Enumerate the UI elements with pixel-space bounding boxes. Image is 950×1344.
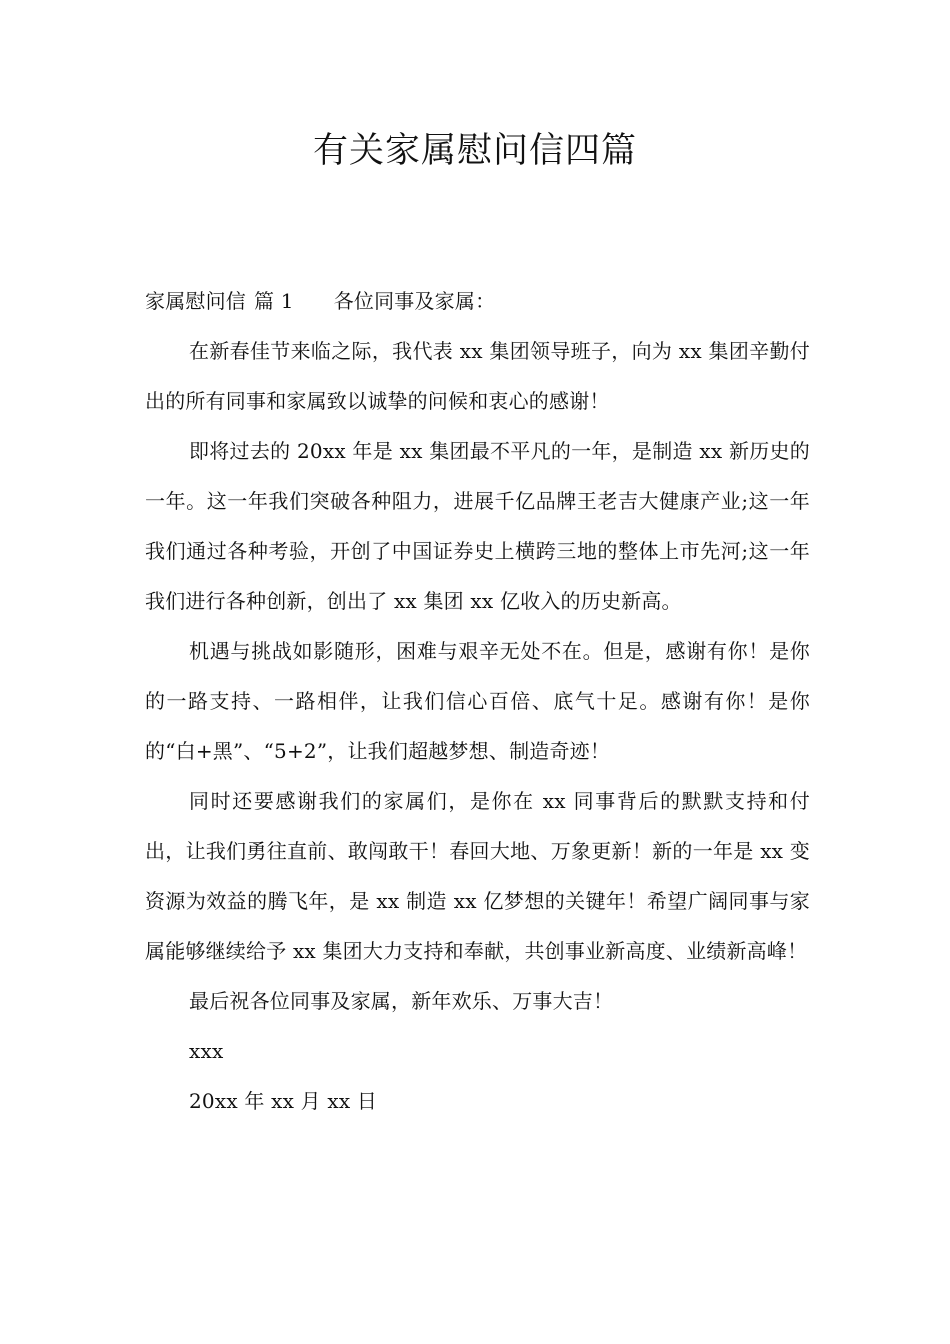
paragraph-1: 在新春佳节来临之际，我代表 xx 集团领导班子，向为 xx 集团辛勤付出的所有同事和家属致以诚挚的问候和衷心的感谢！ (145, 339, 810, 413)
paragraph-2: 即将过去的 20xx 年是 xx 集团最不平凡的一年，是制造 xx 新历史的一年。这一年我们突破各种阻力，进展千亿品牌王老吉大健康产业;这一年我们通过各种考验，开创了中国证券史上横跨三地的整体上市先河;这一年我们进行各种创新，创出了 xx 集团 xx 亿收入的历史新高。 (145, 439, 810, 613)
paragraph-5: 最后祝各位同事及家属，新年欢乐、万事大吉！ (189, 989, 614, 1013)
document-title: 有关家属慰问信四篇 (312, 131, 637, 171)
greeting: 各位同事及家属： (333, 289, 496, 313)
paragraph-3: 机遇与挑战如影随形，困难与艰辛无处不在。但是，感谢有你！是你的一路支持、一路相伴，让我们信心百倍、底气十足。感谢有你！是你的“白+黑”、“5+2”，让我们超越梦想、制造奇迹！ (145, 639, 810, 763)
section-label: 家属慰问信 (145, 289, 246, 313)
section-number: 篇 1 (254, 289, 294, 313)
letter-body (145, 276, 810, 1126)
paragraph-4: 同时还要感谢我们的家属们，是你在 xx 同事背后的默默支持和付出，让我们勇往直前、敢闯敢干！春回大地、万象更新！新的一年是 xx 变资源为效益的腾飞年，是 xx 制造 xx 亿梦想的关键年！希望广阔同事与家属能够继续给予 xx 集团大力支持和奉献，共创事业新高度、业绩新高峰！ (145, 789, 810, 963)
date: 20xx 年 xx 月 xx 日 (189, 1089, 378, 1113)
signature: xxx (189, 1039, 224, 1063)
section-heading (145, 276, 810, 326)
